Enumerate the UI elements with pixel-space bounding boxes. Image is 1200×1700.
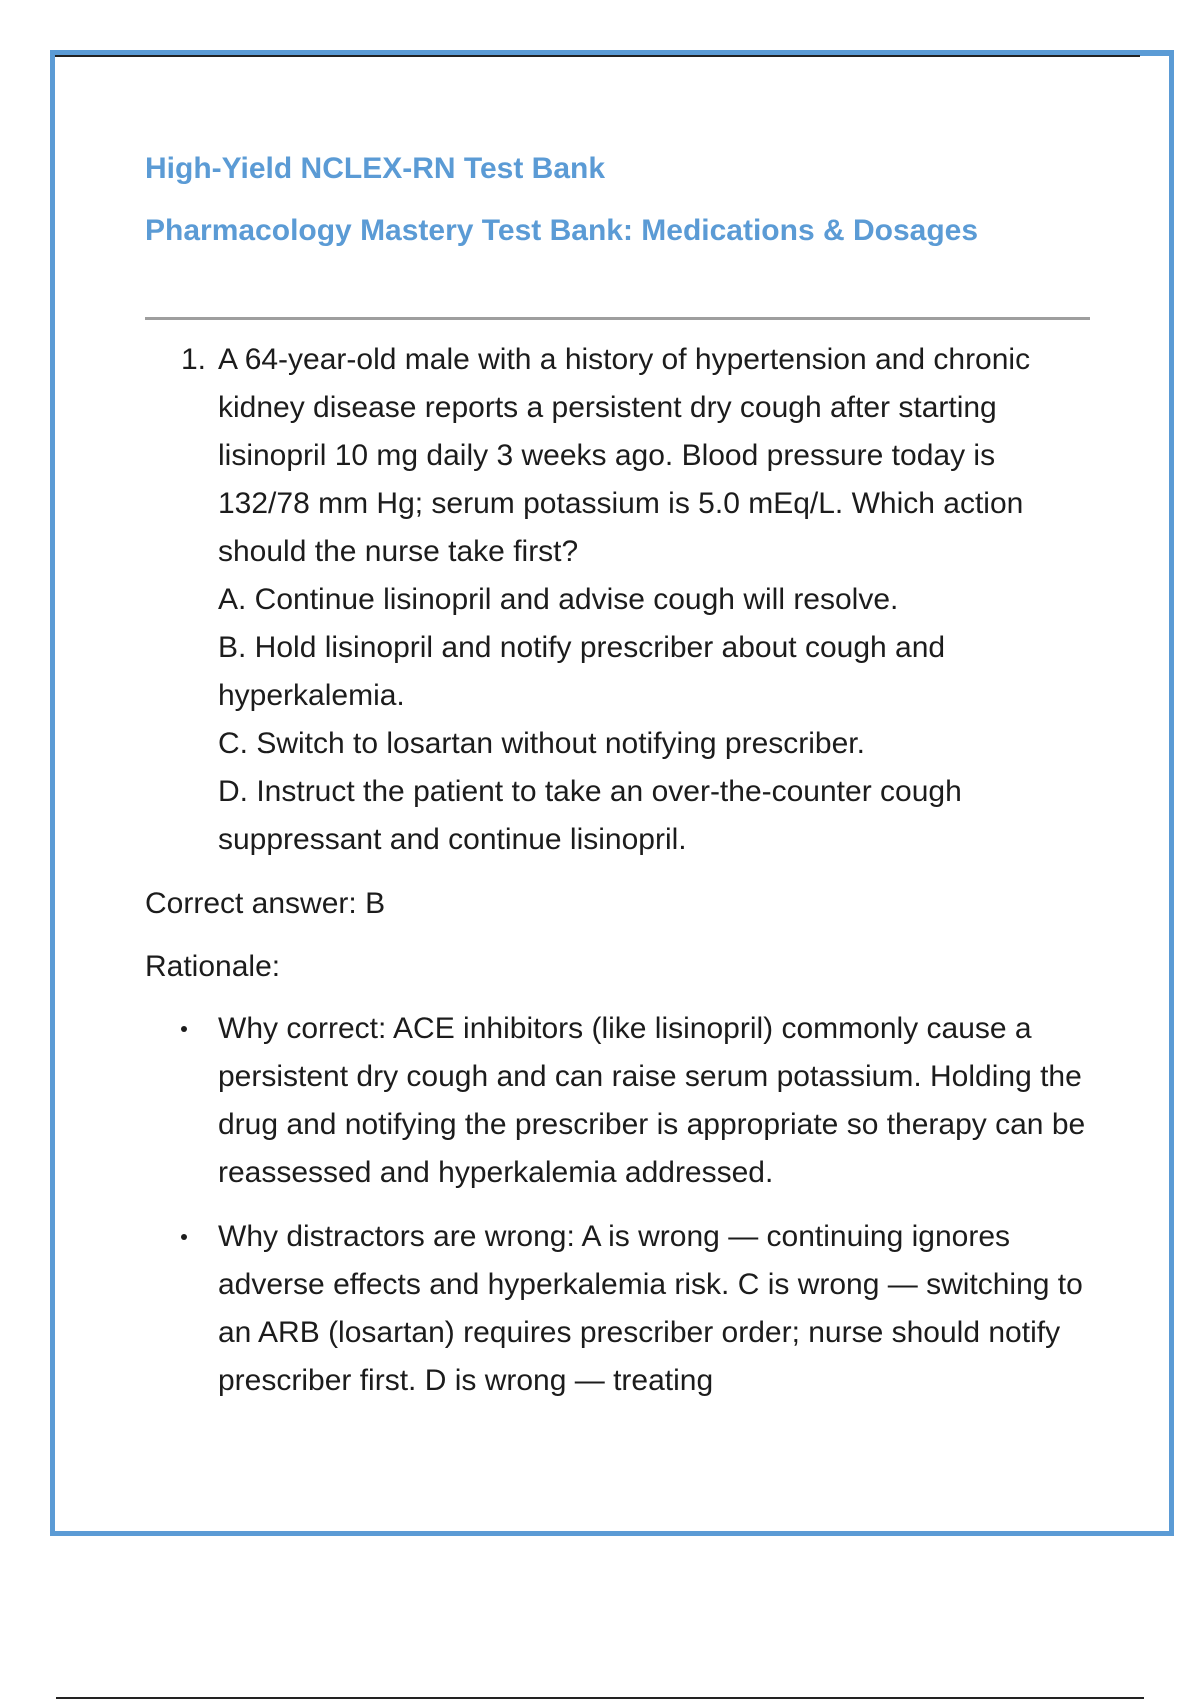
bullet-icon (181, 1026, 187, 1032)
bottom-edge-line (56, 1697, 1144, 1699)
document-body (145, 138, 1090, 1421)
option-c: C. Switch to losartan without notifying prescriber. (218, 727, 865, 760)
option-a: A. Continue lisinopril and advise cough will resolve. (218, 583, 899, 616)
rationale-text: Why distractors are wrong: A is wrong — continuing ignores adverse effects and hyperkalemia risk. C is wrong — switching to an ARB (losartan) requires prescriber order; nurse should notify prescriber first. D is wrong — treating (218, 1220, 1083, 1397)
rationale-list (145, 1005, 1090, 1405)
rationale-item-correct (145, 1005, 1090, 1197)
rationale-label: Rationale: (145, 950, 281, 983)
bullet-icon (181, 1234, 187, 1240)
question-1 (145, 336, 1090, 864)
rationale-item-distractors (145, 1213, 1090, 1405)
option-b: B. Hold lisinopril and notify prescriber about cough and hyperkalemia. (218, 631, 946, 712)
option-d: D. Instruct the patient to take an over-the-counter cough suppressant and continue lisinopril. (218, 775, 962, 856)
question-number: 1. (181, 343, 207, 376)
answer-options (218, 576, 1090, 864)
correct-answer: Correct answer: B (145, 887, 386, 920)
top-edge-line (55, 55, 1140, 57)
rationale-text: Why correct: ACE inhibitors (like lisinopril) commonly cause a persistent dry cough and can raise serum potassium. Holding the drug and notifying the prescriber is appropriate so therapy can be reassessed and hyperkalemia addressed. (218, 1012, 1086, 1189)
document-subtitle: Pharmacology Mastery Test Bank: Medications & Dosages (145, 214, 979, 247)
document-title: High-Yield NCLEX-RN Test Bank (145, 152, 606, 185)
question-stem: A 64-year-old male with a history of hypertension and chronic kidney disease reports a persistent dry cough after starting lisinopril 10 mg daily 3 weeks ago. Blood pressure today is 132/78 mm Hg; serum potassium is 5.0 mEq/L. Which action should the nurse take first? (218, 343, 1031, 568)
horizontal-rule (145, 317, 1090, 320)
